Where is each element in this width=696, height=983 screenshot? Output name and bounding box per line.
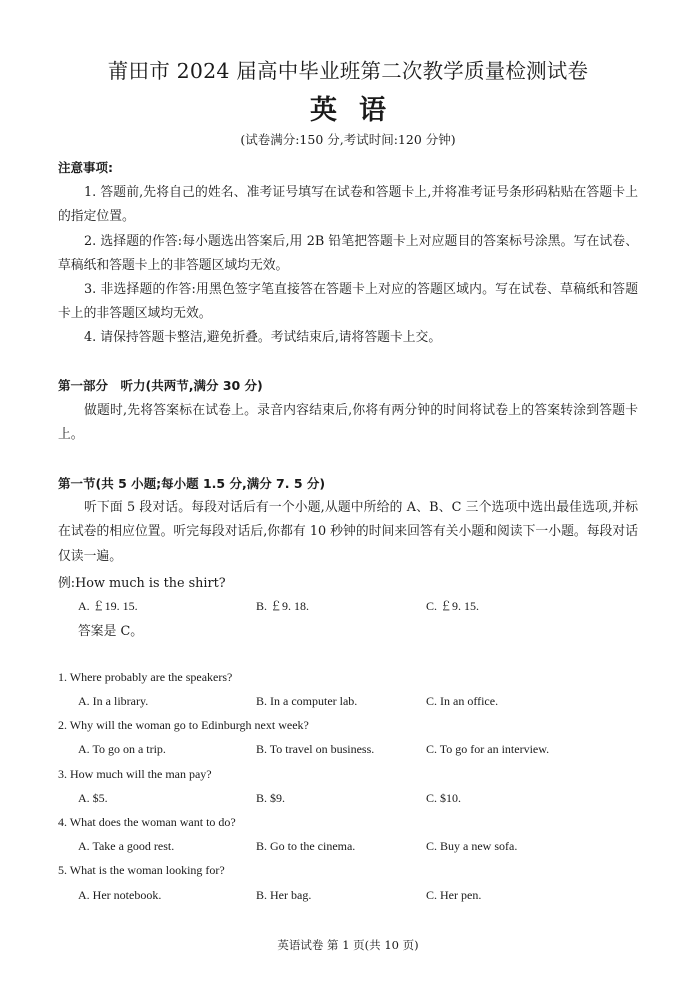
part1-instruction: 做题时,先将答案标在试卷上。录音内容结束后,你将有两分钟的时间将试卷上的答案转涂到答题卡上。 (58, 403, 638, 443)
q3-option-a: A. $5. (78, 791, 108, 805)
q5-option-c: C. Her pen. (426, 888, 482, 902)
example-answer: 答案是 C。 (78, 624, 144, 639)
exam-subtitle: (试卷满分:150 分,考试时间:120 分钟) (240, 132, 456, 147)
notes-item-2: 2. 选择题的作答:每小题选出答案后,用 2B 铅笔把答题卡上对应题目的答案标号涂黑。写在试卷、草稿纸和答题卡上的非答题区域均无效。 (58, 234, 638, 274)
question-3: 3. How much will the man pay? (58, 767, 212, 781)
example-option-b: B. ￡9. 18. (256, 599, 310, 613)
q4-option-c: C. Buy a new sofa. (426, 839, 518, 853)
section1-instruction: 听下面 5 段对话。每段对话后有一个小题,从题中所给的 A、B、C 三个选项中选出最佳选项,并标在试卷的相应位置。听完每段对话后,你都有 10 秒钟的时间来回答有关小题和阅读下一小题。每段对话仅读一遍。 (58, 500, 638, 564)
question-2: 2. Why will the woman go to Edinburgh next week? (58, 718, 309, 732)
q1-option-b: B. In a computer lab. (256, 694, 358, 708)
q4-option-b: B. Go to the cinema. (256, 839, 356, 853)
q1-option-c: C. In an office. (426, 694, 499, 708)
notes-heading: 注意事项: (58, 160, 113, 175)
q2-option-a: A. To go on a trip. (78, 742, 166, 756)
part1-heading: 第一部分 听力(共两节,满分 30 分) (58, 378, 263, 393)
question-5: 5. What is the woman looking for? (58, 863, 225, 877)
section1-heading: 第一节(共 5 小题;每小题 1.5 分,满分 7. 5 分) (58, 476, 326, 491)
q2-option-b: B. To travel on business. (256, 742, 375, 756)
exam-title: 莆田市 2024 届高中毕业班第二次教学质量检测试卷 (107, 59, 589, 83)
q5-option-a: A. Her notebook. (78, 888, 162, 902)
notes-item-4: 4. 请保持答题卡整洁,避免折叠。考试结束后,请将答题卡上交。 (84, 330, 442, 345)
q5-option-b: B. Her bag. (256, 888, 312, 902)
q2-option-c: C. To go for an interview. (426, 742, 550, 756)
notes-item-3: 3. 非选择题的作答:用黑色签字笔直接答在答题卡上对应的答题区域内。写在试卷、草稿纸和答题卡上的非答题区域均无效。 (58, 282, 638, 322)
q4-option-a: A. Take a good rest. (78, 839, 175, 853)
q1-option-a: A. In a library. (78, 694, 149, 708)
question-4: 4. What does the woman want to do? (58, 815, 236, 829)
notes-item-1: 1. 答题前,先将自己的姓名、准考证号填写在试卷和答题卡上,并将准考证号条形码粘贴在答题卡上的指定位置。 (58, 185, 638, 225)
subject-title: 英语 (310, 95, 408, 126)
q3-option-b: B. $9. (256, 791, 286, 805)
example-option-c: C. ￡9. 15. (426, 599, 480, 613)
q3-option-c: C. $10. (426, 791, 462, 805)
example-question: 例:How much is the shirt? (58, 576, 226, 591)
question-1: 1. Where probably are the speakers? (58, 670, 233, 684)
page-footer: 英语试卷 第 1 页(共 10 页) (277, 938, 419, 952)
example-option-a: A. ￡19. 15. (78, 599, 138, 613)
